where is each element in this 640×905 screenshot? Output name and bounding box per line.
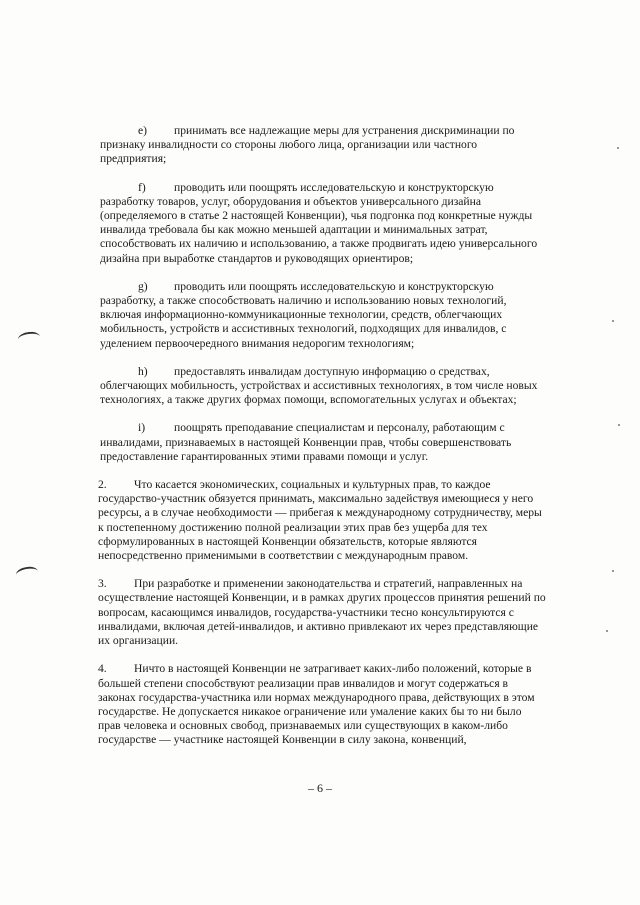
paragraph-label: g) (138, 279, 148, 293)
paragraph-text: принимать все надлежащие меры для устранения дискриминации по признаку инвалидности со стороны любого лица, организации или частного предприятия; (100, 124, 515, 166)
paragraph-text: Ничто в настоящей Конвенции не затрагивает каких-либо положений, которые в большей степени способствуют реализации прав инвалидов и могут содержаться в законах государства-участника или нормах международного права, действующих в этом государстве. Не допускается никакое ограничение или умаление каких бы то ни было прав человека и основных свобод, признаваемых или существующих в каком-либо государстве — участнике настоящей Конвенции в силу закона, конвенций, (98, 662, 535, 747)
paragraph-4 (98, 662, 546, 747)
paragraph-label: i) (138, 421, 146, 435)
margin-mark (15, 565, 39, 581)
scan-speck (606, 630, 608, 632)
scan-speck (612, 570, 614, 572)
paragraph-text: поощрять преподавание специалистам и персоналу, работающим с инвалидами, признаваемых в настоящей Конвенции прав, чтобы совершенствовать предоставление гарантированных этими правами помощи и услуг. (100, 421, 512, 463)
scan-speck (617, 147, 619, 149)
scan-speck (612, 320, 614, 322)
paragraph-text: проводить или поощрять исследовательскую и конструкторскую разработку товаров, услуг, оборудования и объектов универсального дизайна (определяемого в статье 2 настоящей Конвенции), чья подгонка под конкретные нужды инвалида требовала бы как можно меньшей адаптации и минимальных затрат, способствовать их наличию и использованию, а также продвигать идею универсального дизайна при выработке стандартов и руководящих ориентиров; (100, 180, 538, 265)
paragraph-i (98, 421, 546, 464)
paragraph-e (98, 124, 546, 167)
paragraph-text: При разработке и применении законодательства и стратегий, направленных на осуществление настоящей Конвенции, и в рамках других процессов принятия решений по вопросам, касающимся инвалидов, государства-участники тесно консультируются с инвалидами, включая детей-инвалидов, и активно привлекают их через представляющие их организации. (98, 577, 546, 648)
margin-mark (17, 331, 40, 346)
paragraph-label: h) (138, 364, 148, 378)
paragraph-f (98, 181, 546, 266)
paragraph-2 (98, 478, 546, 563)
paragraph-text: предоставлять инвалидам доступную информацию о средствах, облегчающих мобильность, устройствах и ассистивных технологиях, в том числе новых технологиях, а также других формах помощи, вспомогательных услугах и объектах; (100, 364, 538, 407)
paragraph-g (98, 280, 546, 351)
paragraph-label: 3. (98, 577, 107, 591)
scan-speck (618, 424, 620, 426)
body-text (98, 124, 546, 762)
paragraph-h (98, 365, 546, 408)
paragraph-text: проводить или поощрять исследовательскую и конструкторскую разработку, а также способствовать наличию и использованию новых технологий, включая информационно-коммуникационные технологии, средств, облегчающих мобильность, устройств и ассистивных технологий, подходящих для инвалидов, с уделением первоочередного внимания недорогим технологиям; (100, 279, 507, 350)
paragraph-3 (98, 577, 546, 648)
paragraph-label: e) (138, 124, 148, 137)
paragraph-text: Что касается экономических, социальных и культурных прав, то каждое государство-участник обязуется принимать, максимально задействуя имеющиеся у него ресурсы, а в случае необходимости — прибегая к международному сотрудничеству, меры к постепенному достижению полной реализации этих прав без ущерба для тех сформулированных в настоящей Конвенции обязательств, которые являются непосредственно применимыми в соответствии с международным правом. (98, 478, 542, 563)
paragraph-label: 2. (98, 478, 107, 492)
paragraph-label: f) (138, 180, 146, 194)
page-number: – 6 – (308, 781, 332, 795)
paragraph-label: 4. (98, 662, 107, 676)
